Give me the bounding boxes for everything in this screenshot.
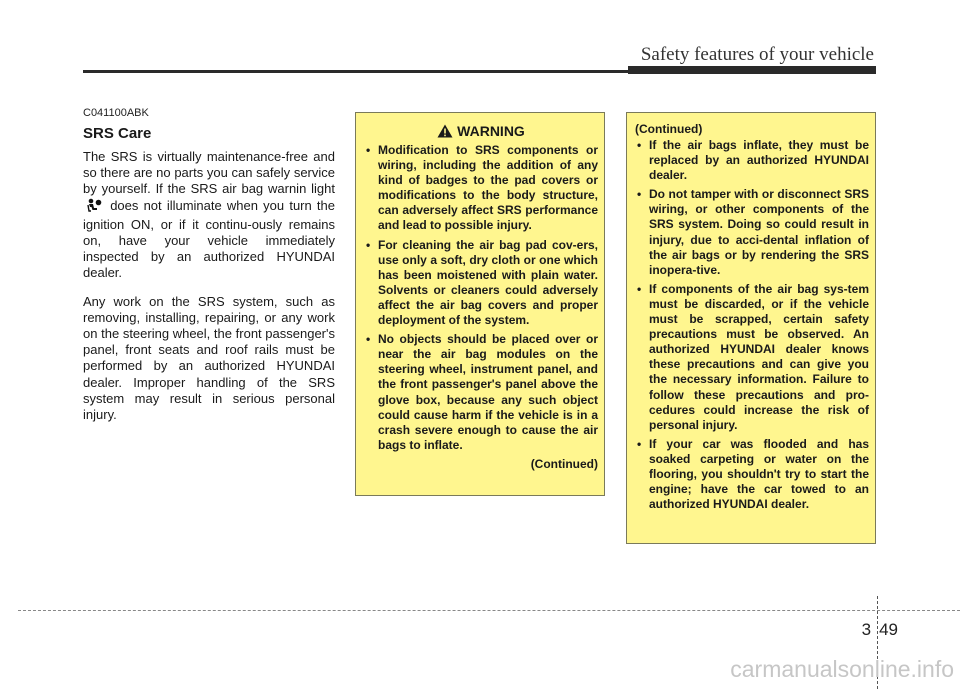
warning-triangle-icon: [437, 124, 453, 138]
list-item: • If the air bags inflate, they must be replaced by an authorized HYUNDAI dealer.: [635, 138, 869, 183]
warning-heading: [364, 123, 598, 139]
page-header-title: Safety features of your vehicle: [640, 44, 874, 65]
paragraph-service: Any work on the SRS system, such as removing, installing, repairing, or any work on the steering wheel, the front passenger's panel, front seats and roof rails must be performed by an authorized HYUNDAI dealer. Improper handling of the SRS system may result in serious personal injury.: [83, 293, 335, 423]
paragraph-text: does not illuminate when you turn the ignition ON, or if it continu-ously remains on, have your vehicle immediately inspected by an authorized HYUNDAI dealer.: [83, 197, 335, 281]
page-number-value: 49: [879, 620, 898, 639]
continued-list: [635, 138, 869, 512]
list-item: • Do not tamper with or disconnect SRS wiring, or other components of the SRS system. Doing so could result in injury, due to acci-dental inflation of the air bags or by rendering the SRS inopera-tive.: [635, 187, 869, 278]
list-item: • If your car was flooded and has soaked carpeting or water on the flooring, you shouldn't try to start the engine; have the car towed to an authorized HYUNDAI dealer.: [635, 437, 869, 512]
continued-label: (Continued): [530, 456, 598, 471]
left-column: [83, 107, 335, 435]
continued-heading: (Continued): [635, 122, 703, 136]
list-item: • For cleaning the air bag pad cov-ers, use only a soft, dry cloth or one which has been moistened with plain water. Solvents or cleaners could adversely affect the air bag covers and proper deployment of the system.: [364, 238, 598, 329]
airbag-warning-icon: [86, 198, 102, 217]
section-title: SRS Care: [83, 125, 152, 142]
header-rule-accent: [628, 66, 876, 74]
list-item: • No objects should be placed over or near the air bag modules on the steering wheel, instrument panel, and the front passenger's panel above the glove box, because any such object could cause harm if the vehicle is in a crash severe enough to cause the air bags to inflate.: [364, 332, 598, 453]
paragraph-maintenance: [83, 149, 335, 282]
chapter-number: 3: [861, 620, 872, 639]
warning-list: [364, 143, 598, 453]
continued-warning-box: [626, 112, 876, 544]
list-item: • If components of the air bag sys-tem must be discarded, or if the vehicle must be scrapped, certain safety precautions must be observed. An authorized HYUNDAI dealer knows these precautions and can give you the necessary information. Failure to follow these precautions and pro-cedures could increase the risk of personal injury.: [635, 282, 869, 433]
section-code: C041100ABK: [83, 107, 149, 119]
watermark: carmanualsonline.info: [730, 656, 954, 682]
page-number: [862, 620, 898, 640]
footer-crop-line: [18, 610, 960, 611]
list-item: • Modification to SRS components or wiring, including the addition of any kind of badges to the pad covers or modifications to the body structure, can adversely affect SRS performance and lead to possible injury.: [364, 143, 598, 234]
paragraph-text: The SRS is virtually maintenance-free and so there are no parts you can safely service by yourself. If the SRS air bag warnin light: [83, 149, 335, 197]
warning-title: WARNING: [457, 123, 525, 139]
warning-box: [355, 112, 605, 496]
